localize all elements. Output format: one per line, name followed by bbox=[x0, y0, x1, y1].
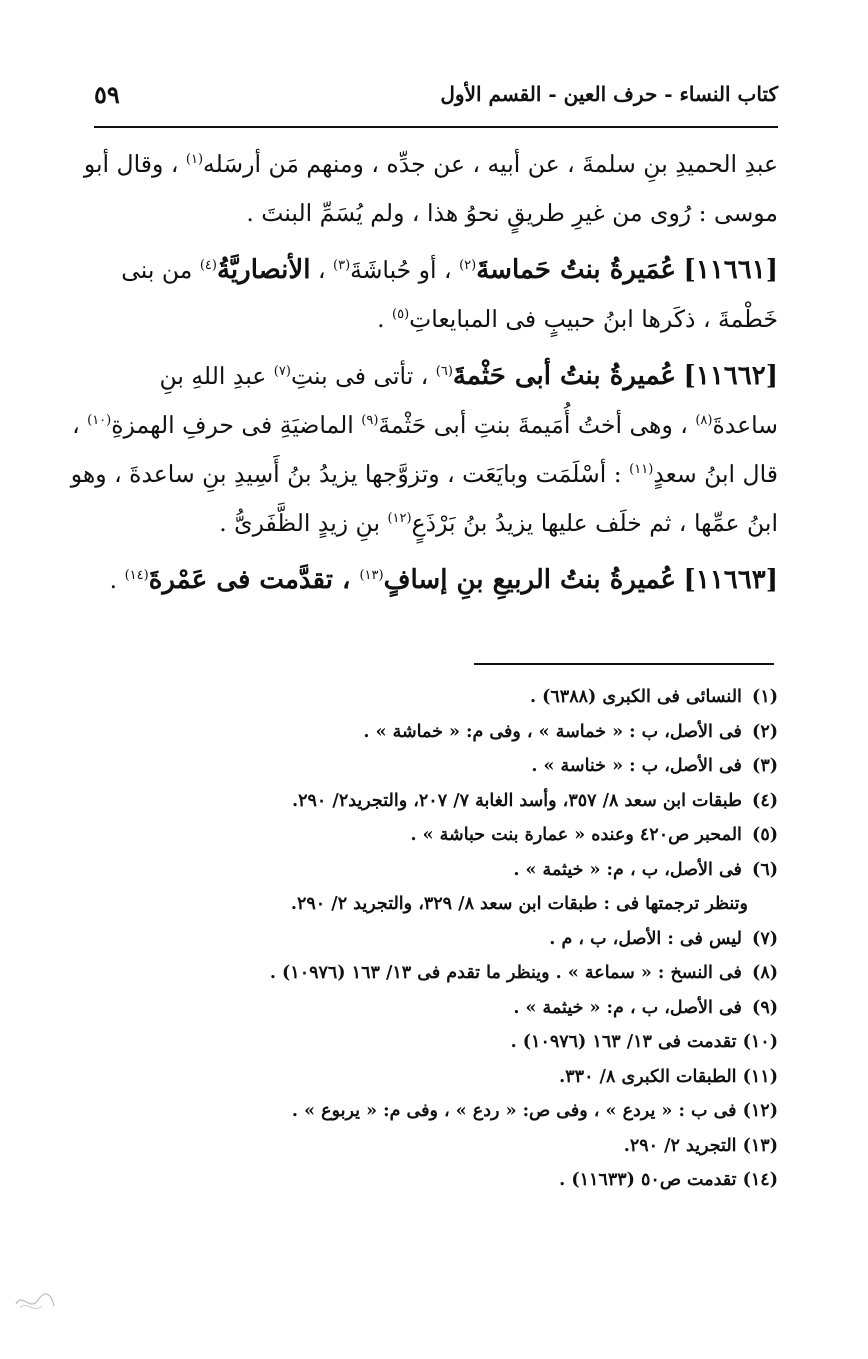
text-run: عبدِ اللهِ بنِ bbox=[159, 362, 274, 390]
text-run: ، تأتى فى بنتِ bbox=[290, 362, 436, 390]
text-run: قال ابنُ سعدٍ bbox=[653, 460, 778, 488]
footnote-number: (٢) bbox=[752, 721, 778, 742]
footnote-number: (١٠) bbox=[742, 1032, 778, 1052]
footnote-text: فى الأصل، ب ، م: « خيثمة » . bbox=[513, 859, 742, 880]
footnote-item bbox=[94, 818, 778, 853]
footnote-item bbox=[94, 1129, 778, 1164]
footnote-number: (١) bbox=[752, 687, 778, 707]
entry-number: [١١٦٦٣] bbox=[683, 565, 778, 595]
text-run: موسى : رُوى من غيرِ طريقٍ نحوُ هذا ، ولم يُسَمِّ البنتَ . bbox=[246, 199, 778, 227]
text-run: بنِ زيدٍ الظَّفَرىُّ . bbox=[219, 509, 388, 537]
entry-name: عُميرةُ بنتُ أبى حَثْمةَ bbox=[452, 361, 677, 391]
footnote-ref: (٦) bbox=[435, 364, 453, 380]
footnote-text: تقدمت فى ١٣/ ١٦٣ (١٠٩٧٦) . bbox=[510, 1032, 737, 1052]
footnote-item bbox=[94, 1163, 778, 1198]
entry-11661-heading bbox=[94, 246, 778, 295]
footnote-ref: (٥) bbox=[392, 307, 410, 323]
footnote-item bbox=[94, 887, 778, 922]
text-run: ، أو حُباشَةَ bbox=[350, 256, 460, 284]
text-run: ابنُ عمِّها ، ثم خلَف عليها يزيدُ بنُ بَرْذَعٍ bbox=[411, 509, 778, 537]
footnote-text: وتنظر ترجمتها فى : طبقات ابن سعد ٨/ ٣٢٩، والتجريد ٢/ ٢٩٠. bbox=[290, 894, 748, 914]
footnote-item bbox=[94, 922, 778, 957]
footnote-text: تقدمت ص٥٠ (١١٦٣٣) . bbox=[559, 1170, 737, 1190]
footnote-item bbox=[94, 715, 778, 750]
page-header bbox=[94, 78, 778, 118]
page-number: ٥٩ bbox=[94, 80, 120, 109]
footnote-number: (٨) bbox=[752, 963, 778, 983]
entry-nisba: الأنصاريَّةُ bbox=[216, 255, 311, 285]
footnote-number: (٧) bbox=[752, 928, 778, 949]
entry-11662-heading bbox=[94, 352, 778, 401]
text-line bbox=[94, 295, 778, 344]
footnote-item bbox=[94, 1060, 778, 1095]
header-rule bbox=[94, 126, 778, 128]
footnote-ref: (١١) bbox=[629, 462, 654, 478]
footnote-number: (١٣) bbox=[742, 1135, 778, 1156]
footnote-item bbox=[94, 1094, 778, 1129]
text-run: الماضيَةِ فى حرفِ الهمزةِ bbox=[111, 411, 362, 439]
text-run: : أسْلَمَت وبايَعَت ، وتزوَّجها يزيدُ بنُ أَسِيدِ بنِ ساعدةَ ، وهو bbox=[70, 460, 630, 488]
footnote-text: طبقات ابن سعد ٨/ ٣٥٧، وأسد الغابة ٧/ ٢٠٧، والتجريد٢/ ٢٩٠. bbox=[292, 790, 742, 811]
text-run: ، وهى أختُ أُمَيمةَ بنتِ أبى حَثْمةَ bbox=[378, 411, 696, 439]
footnote-text: فى النسخ : « سماعة » . وينظر ما تقدم فى ١٣/ ١٦٣ (١٠٩٧٦) . bbox=[269, 963, 742, 983]
text-run: . bbox=[377, 305, 393, 333]
text-line bbox=[94, 189, 778, 238]
running-title: كتاب النساء - حرف العين - القسم الأول bbox=[440, 82, 778, 106]
footnote-text: فى الأصل، ب : « خماسة » ، وفى م: « خماشة » . bbox=[363, 721, 742, 742]
entry-name: عُمَيرةُ بنتُ حَماسةَ bbox=[476, 255, 677, 285]
entry-number: [١١٦٦١] bbox=[683, 255, 778, 285]
footnote-ref: (٢) bbox=[459, 258, 477, 274]
footnote-number: (١٤) bbox=[742, 1170, 778, 1190]
footnote-ref: (٨) bbox=[695, 413, 713, 429]
text-line bbox=[83, 140, 778, 189]
footnote-number: (٥) bbox=[752, 825, 778, 845]
footnote-text: فى الأصل، ب : « خناسة » . bbox=[531, 756, 742, 776]
footnote-item bbox=[94, 749, 778, 784]
footnote-number: (٤) bbox=[752, 790, 778, 811]
footnote-ref: (٩) bbox=[361, 413, 379, 429]
entry-number: [١١٦٦٢] bbox=[683, 361, 778, 391]
footnote-ref: (١) bbox=[185, 152, 204, 168]
text-run: . bbox=[109, 566, 125, 594]
entry-name: عُميرةُ بنتُ الربيعِ بنِ إسافٍ bbox=[383, 565, 677, 595]
entry-11663-heading bbox=[94, 556, 778, 605]
footnote-item bbox=[94, 853, 778, 888]
footnote-number: (٦) bbox=[752, 859, 778, 880]
text-run: عبدِ الحميدِ بنِ سلمةَ ، عن أبيه ، عن جدِّه ، ومنهم مَن أرسَله bbox=[203, 150, 778, 178]
footnote-ref: (١٣) bbox=[359, 568, 384, 584]
text-run: ، bbox=[72, 411, 88, 439]
footnote-separator bbox=[474, 663, 774, 665]
footnote-item bbox=[94, 1025, 778, 1060]
text-run: ، تقدَّمت فى عَمْرةَ bbox=[148, 565, 360, 595]
scan-ornament-icon bbox=[12, 1286, 58, 1316]
footnote-ref: (١٤) bbox=[124, 568, 149, 584]
footnote-text: التجريد ٢/ ٢٩٠. bbox=[623, 1135, 737, 1156]
footnote-number: (١٢) bbox=[742, 1101, 778, 1121]
text-run: خَطْمةَ ، ذكَرها ابنُ حبيبٍ فى المبايعاتِ bbox=[409, 305, 778, 333]
footnote-text: ليس فى : الأصل، ب ، م . bbox=[549, 928, 742, 949]
footnote-item bbox=[94, 680, 778, 715]
footnote-ref: (٧) bbox=[273, 364, 291, 380]
text-run: ، وقال أبو bbox=[83, 150, 186, 178]
text-run: ، bbox=[310, 256, 333, 284]
footnote-ref: (١٠) bbox=[87, 413, 112, 429]
text-line bbox=[72, 401, 778, 450]
footnote-item bbox=[94, 991, 778, 1026]
footnote-item bbox=[94, 956, 778, 991]
footnote-ref: (٤) bbox=[199, 258, 217, 274]
footnote-ref: (١٢) bbox=[387, 511, 412, 527]
text-run: من بنى bbox=[121, 256, 200, 284]
footnote-text: فى الأصل، ب ، م: « خيثمة » . bbox=[513, 997, 742, 1018]
footnote-text: فى ب : « يردع » ، وفى ص: « ردع » ، وفى م: « يربوع » . bbox=[291, 1101, 737, 1121]
footnote-item bbox=[94, 784, 778, 819]
main-text bbox=[70, 140, 778, 605]
footnote-text: النسائى فى الكبرى (٦٣٨٨) . bbox=[529, 687, 742, 707]
footnote-number: (٩) bbox=[752, 997, 778, 1018]
text-line bbox=[94, 499, 778, 548]
footnote-text: الطبقات الكبرى ٨/ ٣٣٠. bbox=[559, 1066, 737, 1087]
footnote-number: (١١) bbox=[742, 1066, 778, 1087]
footnotes bbox=[94, 680, 778, 1198]
footnote-number: (٣) bbox=[752, 756, 778, 776]
footnote-text: المحبر ص٤٢٠ وعنده « عمارة بنت حباشة » . bbox=[410, 825, 742, 845]
footnote-ref: (٣) bbox=[333, 258, 351, 274]
text-run: ساعدةَ bbox=[712, 411, 778, 439]
text-line bbox=[70, 450, 778, 499]
